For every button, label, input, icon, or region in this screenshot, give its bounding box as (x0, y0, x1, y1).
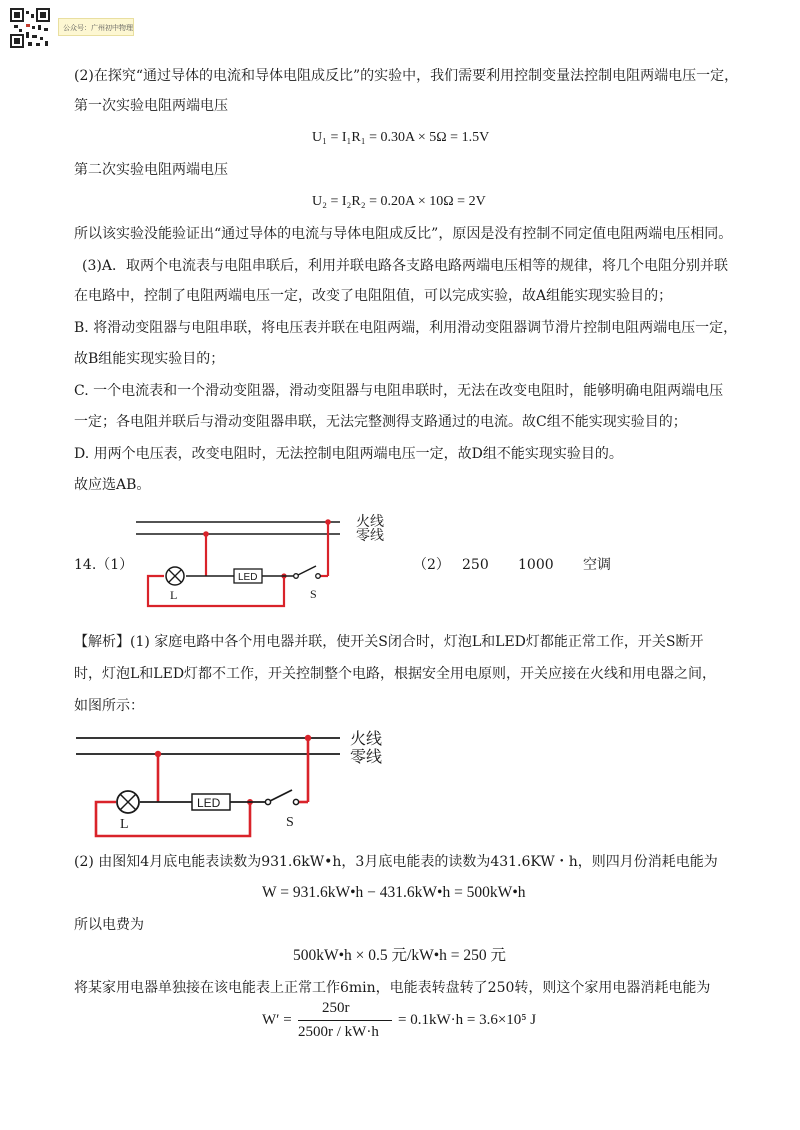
paragraph-line: 在电路中，控制了电阻两端电压一定，改变了电阻阻值，可以完成实验，故A组能实现实验目的； (74, 288, 673, 304)
equation-fee: 500kW•h × 0.5 元/kW•h = 250 元 (293, 947, 507, 964)
paragraph-line: (2)在探究“通过导体的电流和导体电阻成反比”的实验中，我们需要利用控制变量法控制电阻两端电压一定， (74, 68, 739, 84)
paragraph-line: 一定；各电阻并联后与滑动变阻器串联，无法完整测得支路通过的电流。故C组不能实现实验目的； (74, 414, 687, 430)
question-number: 14.（1） (74, 557, 134, 573)
solution-line: 将某家用电器单独接在该电能表上正常工作6min，电能表转盘转了250转，则这个家用电器消耗电能为 (74, 980, 711, 996)
answer-value: 空调 (583, 557, 611, 573)
fraction-denominator: 2500r / kW·h (298, 1024, 379, 1040)
junction-dot (155, 751, 161, 757)
fraction-numerator: 250r (322, 1000, 350, 1016)
paragraph-line: B. 将滑动变阻器与电阻串联，将电压表并联在电阻两端，利用滑动变阻器调节滑片控制电阻两端电压一定， (74, 320, 738, 336)
header-tag: 公众号：广州初中物理 (58, 18, 134, 36)
answer-value: 1000 (518, 557, 554, 573)
w-prime-label: W′ = (262, 1012, 292, 1028)
junction-dot (203, 531, 209, 537)
solution-line: (2) 由图知4月底电能表读数为931.6kW•h，3月底电能表的读数为431.6KW・h，则四月份消耗电能为 (74, 854, 718, 870)
lamp-label: L (120, 817, 129, 832)
analysis-line: 如图所示： (74, 698, 144, 714)
junction-dot (305, 735, 311, 741)
led-label: LED (197, 796, 221, 810)
switch-icon (298, 566, 316, 575)
paragraph-line: 所以该实验没能验证出“通过导体的电流与导体电阻成反比”，原因是没有控制不同定值电阻两端电压相同。 (74, 226, 733, 242)
part2-label: （2） (413, 557, 450, 573)
switch-label: S (310, 587, 317, 601)
led-label: LED (238, 572, 258, 583)
paragraph-line: 故B组能实现实验目的； (74, 351, 225, 367)
paragraph-line: C. 一个电流表和一个滑动变阻器，滑动变阻器与电阻串联时，无法在改变电阻时，能够明确电阻两端电压 (74, 383, 724, 399)
fraction-bar (298, 1020, 392, 1021)
paragraph-line: 第一次实验电阻两端电压 (74, 98, 228, 114)
circuit-diagram-small (130, 508, 400, 616)
analysis-line: 时，灯泡L和LED灯都不工作，开关控制整个电路，根据安全用电原则，开关应接在火线和用电器之间， (74, 666, 717, 682)
qr-code-icon (10, 8, 50, 48)
analysis-line: 【解析】(1) 家庭电路中各个用电器并联，使开关S闭合时，灯泡L和LED灯都能正常工作，开关S断开 (74, 634, 704, 650)
switch-icon (270, 790, 292, 801)
live-wire-label: 火线 (356, 514, 384, 530)
paragraph-line: 第二次实验电阻两端电压 (74, 162, 228, 178)
answer-value: 250 (462, 557, 489, 573)
neutral-wire-label: 零线 (356, 528, 384, 544)
solution-line: 所以电费为 (74, 917, 144, 933)
equation-w: W = 931.6kW•h − 431.6kW•h = 500kW•h (262, 884, 526, 901)
circuit-diagram-large (70, 724, 410, 848)
switch-label: S (286, 815, 294, 830)
paragraph-line: D. 用两个电压表，改变电阻时，无法控制电阻两端电压一定，故D组不能实现实验目的。 (74, 446, 623, 462)
lamp-label: L (170, 588, 178, 602)
junction-dot (325, 519, 331, 525)
answer-line: 故应选AB。 (74, 477, 151, 493)
equation-u1: U₁ = I₁R₁ = 0.30A × 5Ω = 1.5V (312, 130, 490, 145)
live-wire-label: 火线 (350, 729, 383, 748)
equation-u2: U₂ = I₂R₂ = 0.20A × 10Ω = 2V (312, 194, 486, 209)
neutral-wire-label: 零线 (350, 747, 383, 766)
w-prime-result: = 0.1kW·h = 3.6×10⁵ J (398, 1012, 537, 1028)
paragraph-line: (3)A．取两个电流表与电阻串联后，利用并联电路各支路电路两端电压相等的规律，将几个电阻分别并联 (82, 258, 728, 274)
